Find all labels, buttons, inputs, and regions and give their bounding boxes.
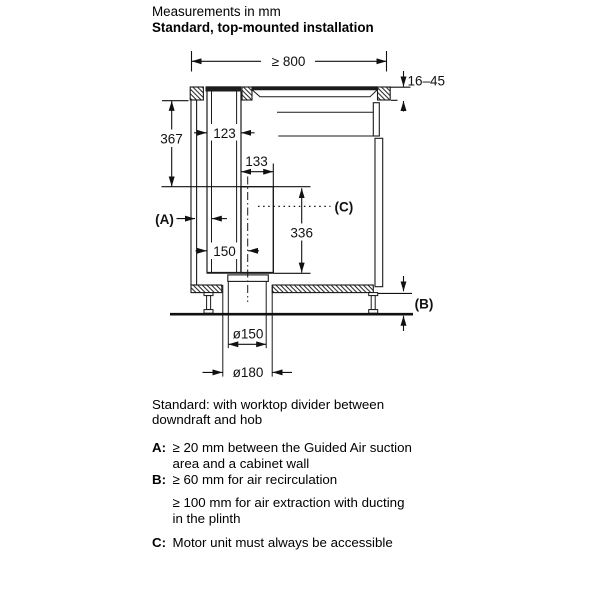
note-line bbox=[152, 412, 384, 428]
min-width-label: ≥ 800 bbox=[271, 54, 306, 69]
note-text: in the plinth bbox=[172, 510, 241, 526]
note-text: downdraft and hob bbox=[152, 412, 263, 428]
note-key-a: A: bbox=[152, 440, 167, 456]
note-text: Motor unit must always be accessible bbox=[172, 535, 393, 550]
note-line-b bbox=[152, 472, 412, 488]
pipe-outer-label: ø180 bbox=[232, 364, 264, 380]
note-line-a bbox=[152, 440, 412, 456]
note-line bbox=[152, 397, 384, 413]
height-below-worktop-label: 367 bbox=[160, 131, 183, 147]
note-key-b: B: bbox=[152, 472, 167, 488]
callout-a-label: (A) bbox=[155, 211, 174, 227]
note-line-c bbox=[152, 535, 393, 551]
note-line bbox=[152, 456, 412, 472]
note-extraction bbox=[152, 495, 404, 527]
note-line bbox=[173, 495, 405, 511]
note-a-b bbox=[152, 440, 412, 488]
duct-center-offset-label: 150 bbox=[213, 244, 236, 259]
callout-c-label: (C) bbox=[334, 199, 354, 215]
pipe-inner-label: ø150 bbox=[232, 326, 264, 342]
worktop-thickness-label: 16–45 bbox=[407, 73, 446, 89]
note-text: ≥ 100 mm for air extraction with ducting bbox=[172, 494, 405, 510]
note-text: ≥ 60 mm for air recirculation bbox=[172, 472, 338, 488]
note-line bbox=[173, 511, 405, 527]
motor-unit-width-label: 133 bbox=[245, 154, 268, 169]
note-text: area and a cabinet wall bbox=[172, 456, 310, 472]
note-key-c: C: bbox=[152, 535, 167, 550]
motor-unit-height-label: 336 bbox=[290, 225, 313, 241]
callout-b-label: (B) bbox=[414, 296, 434, 312]
installation-title: Standard, top-mounted installation bbox=[152, 19, 374, 35]
note-text: Standard: with worktop divider between bbox=[152, 396, 385, 412]
duct-width-label: 123 bbox=[213, 125, 236, 141]
note-text: ≥ 20 mm between the Guided Air suction bbox=[172, 440, 412, 456]
measurements-note: Measurements in mm bbox=[152, 4, 281, 19]
note-c bbox=[152, 535, 393, 551]
note-intro bbox=[152, 397, 384, 429]
